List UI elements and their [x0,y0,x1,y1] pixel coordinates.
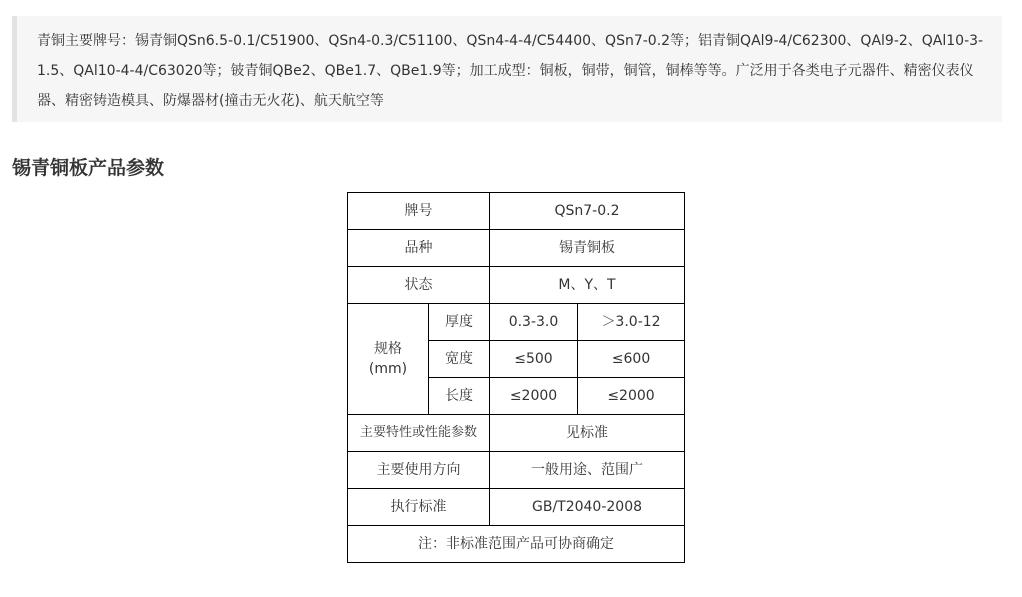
table-row-temper [348,267,685,304]
length-value-2: ≤2000 [578,378,685,415]
temper-value: M、Y、T [490,267,685,304]
width-label: 宽度 [429,341,490,378]
table-row-variety [348,230,685,267]
table-row-thickness [348,304,685,341]
length-label: 长度 [429,378,490,415]
table-row-standard [348,489,685,526]
width-value-1: ≤500 [490,341,578,378]
thickness-value-2: ＞3.0-12 [578,304,685,341]
standard-label: 执行标准 [348,489,490,526]
grade-label: 牌号 [348,193,490,230]
usage-label: 主要使用方向 [348,452,490,489]
intro-text: 青铜主要牌号：锡青铜QSn6.5-0.1/C51900、QSn4-0.3/C51100、QSn4-4-4/C54400、QSn7-0.2等；铝青铜QAl9-4/C62300、QAl9-2、QAl10-3-1.5、QAl10-4-4/C63020等；铍青铜QBe2、QBe1.7、QBe1.9等；加工成型：铜板，铜带，铜管，铜棒等等。广泛用于各类电子元器件、精密仪表仪器、精密铸造模具、防爆器材(撞击无火花)、航天航空等 [37,33,984,109]
length-value-1: ≤2000 [490,378,578,415]
spec-label-line1: 规格 [374,341,402,357]
width-value-2: ≤600 [578,341,685,378]
intro-blockquote [12,16,1002,122]
usage-value: 一般用途、范围广 [490,452,685,489]
variety-label: 品种 [348,230,490,267]
variety-value: 锡青铜板 [490,230,685,267]
table-row-properties [348,415,685,452]
temper-label: 状态 [348,267,490,304]
spec-label [348,304,429,415]
spec-label-line2: (mm) [368,361,408,377]
section-title: 锡青铜板产品参数 [12,157,165,179]
thickness-value-1: 0.3-3.0 [490,304,578,341]
table-row-note [348,526,685,563]
properties-value: 见标准 [490,415,685,452]
properties-label: 主要特性或性能参数 [348,415,490,452]
table-row-grade [348,193,685,230]
standard-value: GB/T2040-2008 [490,489,685,526]
note-text: 注：非标准范围产品可协商确定 [348,526,685,563]
table-row-usage [348,452,685,489]
thickness-label: 厚度 [429,304,490,341]
grade-value: QSn7-0.2 [490,193,685,230]
product-params-table [347,192,685,563]
